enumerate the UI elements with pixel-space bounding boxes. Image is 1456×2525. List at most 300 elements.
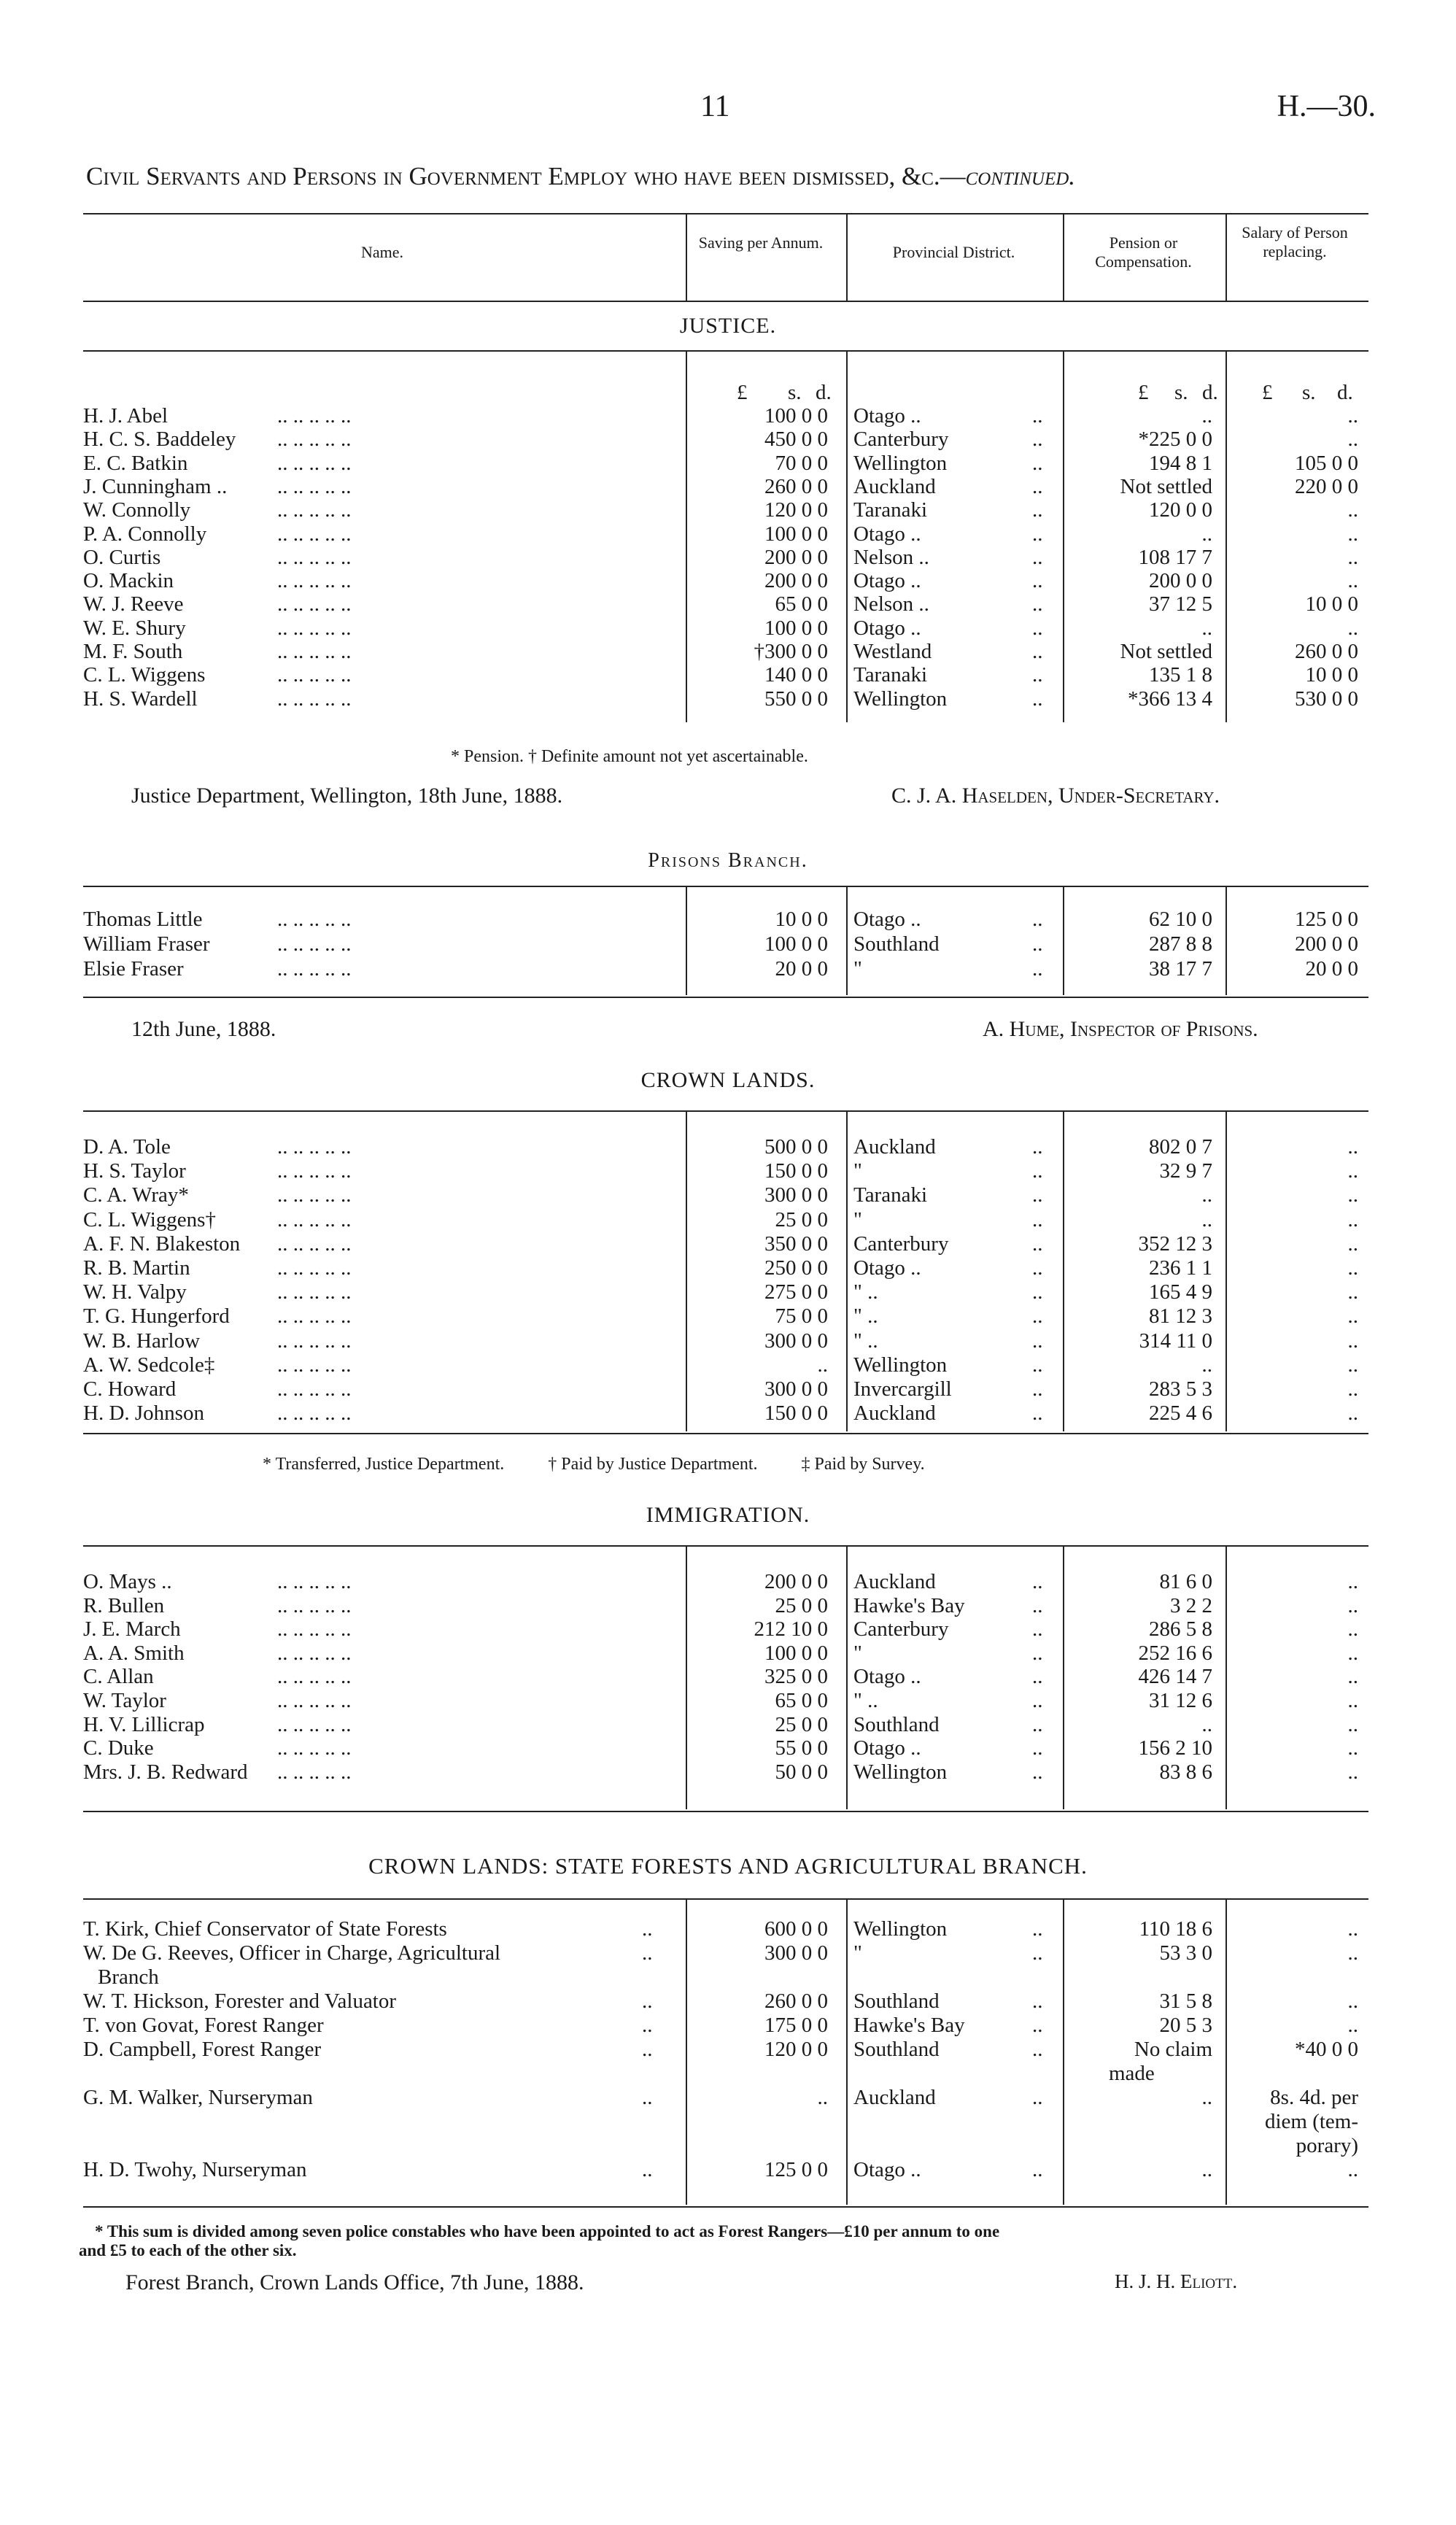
pension-amount: 31 5 8	[1159, 1990, 1212, 2013]
leader-dots: .. .. .. .. ..	[277, 1231, 352, 1256]
person-name: H. D. Johnson	[83, 1401, 204, 1426]
saving-amount: 120 0 0	[764, 498, 828, 522]
leader-dots: .. .. .. .. ..	[277, 1256, 352, 1280]
table-row	[0, 2014, 1456, 2037]
forests-note-continued: and £5 to each of the other six.	[79, 2241, 297, 2259]
pension-amount: 286 5 8	[1149, 1617, 1212, 1642]
leader-dots: ..	[1032, 1689, 1043, 1712]
pension-amount: 62 10 0	[1149, 908, 1212, 931]
salary-amount: 125 0 0	[1295, 908, 1358, 931]
salary-amount: ..	[1347, 1231, 1358, 1256]
person-name: W. H. Valpy	[83, 1280, 187, 1304]
leader-dots: ..	[1032, 1665, 1043, 1689]
leader-dots: .. .. .. .. ..	[277, 1159, 352, 1183]
leader-dots: .. .. .. .. ..	[277, 1593, 352, 1617]
table-row	[0, 1594, 1456, 1617]
table-row-continuation	[0, 2110, 1456, 2133]
district-name: Invercargill	[853, 1377, 952, 1401]
currency-shillings: s.	[1302, 381, 1316, 404]
pension-amount: 314 11 0	[1139, 1329, 1212, 1353]
leader-dots: ..	[642, 1917, 653, 1941]
salary-amount: ..	[1347, 522, 1358, 546]
salary-amount-continued: porary)	[1296, 2134, 1358, 2157]
saving-amount: 550 0 0	[764, 687, 828, 711]
saving-amount: 100 0 0	[764, 522, 828, 546]
pension-amount: 156 2 10	[1138, 1736, 1212, 1760]
person-name: R. Bullen	[83, 1593, 165, 1617]
pension-amount: 287 8 8	[1149, 932, 1212, 956]
pension-amount: 225 4 6	[1149, 1401, 1212, 1426]
person-name: H. S. Wardell	[83, 687, 198, 711]
district-name: Southland	[853, 2038, 940, 2061]
person-name: T. G. Hungerford	[83, 1304, 230, 1329]
section-heading-immigration: IMMIGRATION.	[646, 1503, 810, 1527]
district-name: Wellington	[853, 451, 948, 475]
person-name: C. L. Wiggens†	[83, 1207, 216, 1231]
leader-dots: ..	[1032, 569, 1043, 593]
leader-dots: ..	[1032, 1231, 1043, 1256]
salary-amount: 260 0 0	[1295, 640, 1358, 663]
saving-amount: 600 0 0	[764, 1917, 828, 1941]
column-header-salary: Salary of Person replacing.	[1242, 223, 1348, 260]
section-bottom-rule	[83, 1433, 1368, 1434]
person-name: O. Mackin	[83, 569, 174, 593]
salary-amount: ..	[1347, 616, 1358, 640]
saving-amount: ..	[817, 1353, 828, 1377]
leader-dots: ..	[1032, 1941, 1043, 1965]
table-row	[0, 498, 1456, 522]
district-name: "	[853, 1641, 862, 1665]
district-name: Auckland	[853, 1570, 936, 1593]
district-name: "	[853, 1941, 862, 1965]
leader-dots: .. .. .. .. ..	[277, 474, 352, 498]
header-divider	[1225, 213, 1227, 301]
currency-pence: d.	[1337, 381, 1353, 404]
saving-amount: 25 0 0	[775, 1593, 828, 1617]
leader-dots: ..	[1032, 2086, 1043, 2109]
page-title-main: Civil Servants and Persons in Government Employ who have been dismissed, &c.—	[86, 162, 966, 190]
leader-dots: .. .. .. .. ..	[277, 404, 352, 428]
salary-amount: ..	[1347, 1665, 1358, 1689]
salary-amount-continued: diem (tem-	[1264, 2110, 1358, 2133]
district-name: Taranaki	[853, 498, 928, 522]
person-name: C. A. Wray*	[83, 1183, 189, 1207]
pension-amount: 20 5 3	[1159, 2014, 1212, 2037]
person-name: J. E. March	[83, 1617, 181, 1642]
pension-amount: 3 2 2	[1170, 1593, 1212, 1617]
table-row	[0, 452, 1456, 475]
table-row	[0, 2038, 1456, 2061]
district-name: Auckland	[853, 474, 936, 498]
page-number: 11	[700, 90, 730, 123]
leader-dots: ..	[1032, 1377, 1043, 1401]
leader-dots: ..	[1032, 1712, 1043, 1736]
pension-amount: 83 8 6	[1159, 1760, 1212, 1784]
leader-dots: ..	[1032, 2038, 1043, 2061]
section-rule	[83, 350, 1368, 352]
saving-amount: 150 0 0	[764, 1401, 828, 1426]
person-name: H. C. S. Baddeley	[83, 428, 236, 452]
leader-dots: .. .. .. .. ..	[277, 1689, 352, 1712]
leader-dots: ..	[1032, 1760, 1043, 1784]
currency-header	[0, 381, 1456, 404]
pension-amount: 252 16 6	[1138, 1641, 1212, 1665]
leader-dots: .. .. .. .. ..	[277, 1207, 352, 1231]
leader-dots: ..	[1032, 1570, 1043, 1593]
saving-amount: 55 0 0	[775, 1736, 828, 1760]
leader-dots: .. .. .. .. ..	[277, 640, 352, 663]
header-top-rule	[83, 213, 1368, 214]
section-rule	[83, 886, 1368, 887]
leader-dots: ..	[1032, 404, 1043, 428]
justice-signature: C. J. A. Haselden, Under-Secretary.	[891, 784, 1220, 808]
salary-amount: ..	[1347, 1917, 1358, 1941]
justice-signature-place: Justice Department, Wellington, 18th June, 1888.	[131, 784, 563, 808]
person-name: D. A. Tole	[83, 1135, 171, 1159]
saving-amount: 150 0 0	[764, 1159, 828, 1183]
column-header-pension: Pension or Compensation.	[1095, 233, 1192, 271]
pension-amount: 81 6 0	[1159, 1570, 1212, 1593]
salary-amount: ..	[1347, 1353, 1358, 1377]
pension-amount: *225 0 0	[1138, 428, 1212, 452]
forests-signature: H. J. H. Eliott.	[1115, 2270, 1238, 2292]
district-name: Taranaki	[853, 663, 928, 687]
leader-dots: ..	[1032, 616, 1043, 640]
column-header-name: Name.	[360, 243, 404, 261]
table-row	[0, 475, 1456, 498]
table-row	[0, 428, 1456, 451]
prisons-signature: A. Hume, Inspector of Prisons.	[983, 1017, 1258, 1041]
person-name: G. M. Walker, Nurseryman	[83, 2086, 313, 2109]
header-bottom-rule	[83, 301, 1368, 302]
leader-dots: ..	[1032, 592, 1043, 616]
pension-amount: 53 3 0	[1159, 1941, 1212, 1965]
leader-dots: ..	[1032, 451, 1043, 475]
leader-dots: ..	[1032, 1593, 1043, 1617]
salary-amount: ..	[1347, 1617, 1358, 1642]
column-header-saving: Saving per Annum.	[698, 233, 824, 252]
leader-dots: ..	[1032, 428, 1043, 452]
saving-amount: 20 0 0	[775, 957, 828, 981]
salary-amount: 20 0 0	[1305, 957, 1358, 981]
leader-dots: ..	[642, 2158, 653, 2181]
section-bottom-rule	[83, 997, 1368, 998]
saving-amount: 200 0 0	[764, 569, 828, 593]
district-name: Westland	[853, 640, 932, 663]
salary-amount: ..	[1347, 1256, 1358, 1280]
district-name: " ..	[853, 1304, 878, 1329]
table-row	[0, 1135, 1456, 1159]
leader-dots: ..	[1032, 687, 1043, 711]
saving-amount: ..	[817, 2086, 828, 2109]
pension-amount: ..	[1201, 2158, 1212, 2181]
district-name: "	[853, 1207, 862, 1231]
person-name: O. Curtis	[83, 545, 161, 569]
table-row	[0, 1159, 1456, 1183]
saving-amount: 300 0 0	[764, 1377, 828, 1401]
pension-amount: 32 9 7	[1159, 1159, 1212, 1183]
leader-dots: ..	[1032, 2014, 1043, 2037]
person-name: C. Howard	[83, 1377, 177, 1401]
table-row	[0, 663, 1456, 687]
salary-amount: ..	[1347, 1280, 1358, 1304]
saving-amount: †300 0 0	[754, 640, 828, 663]
saving-amount: 275 0 0	[764, 1280, 828, 1304]
section-bottom-rule	[83, 1811, 1368, 1812]
saving-amount: 260 0 0	[764, 1990, 828, 2013]
leader-dots: ..	[1032, 1736, 1043, 1760]
saving-amount: 120 0 0	[764, 2038, 828, 2061]
person-name: P. A. Connolly	[83, 522, 207, 546]
salary-amount: ..	[1347, 1760, 1358, 1784]
table-row	[0, 932, 1456, 956]
salary-amount: ..	[1347, 1712, 1358, 1736]
leader-dots: .. .. .. .. ..	[277, 1665, 352, 1689]
saving-amount: 25 0 0	[775, 1712, 828, 1736]
pension-amount-continued: made	[1109, 2062, 1155, 2085]
district-name: Wellington	[853, 1353, 948, 1377]
leader-dots: ..	[1032, 545, 1043, 569]
leader-dots: ..	[1032, 1183, 1043, 1207]
pension-amount: ..	[1201, 1207, 1212, 1231]
district-name: "	[853, 1159, 862, 1183]
district-name: Otago ..	[853, 908, 921, 931]
table-row	[0, 1329, 1456, 1353]
table-row	[0, 616, 1456, 640]
pension-amount: 108 17 7	[1138, 545, 1212, 569]
saving-amount: 175 0 0	[764, 2014, 828, 2037]
page-title-continued: continued.	[965, 162, 1076, 190]
district-name: Otago ..	[853, 569, 921, 593]
leader-dots: ..	[1032, 1917, 1043, 1941]
salary-amount: ..	[1347, 404, 1358, 428]
person-name: W. E. Shury	[83, 616, 186, 640]
pension-amount: 352 12 3	[1138, 1231, 1212, 1256]
salary-amount: ..	[1347, 498, 1358, 522]
column-header-district: Provincial District.	[892, 243, 1015, 261]
leader-dots: ..	[1032, 1159, 1043, 1183]
table-row	[0, 522, 1456, 546]
leader-dots: ..	[642, 1941, 653, 1965]
table-row	[0, 1183, 1456, 1207]
table-row	[0, 687, 1456, 711]
leader-dots: .. .. .. .. ..	[277, 1641, 352, 1665]
salary-amount: 8s. 4d. per	[1270, 2086, 1358, 2109]
table-row	[0, 1990, 1456, 2013]
saving-amount: 125 0 0	[764, 2158, 828, 2181]
district-name: Auckland	[853, 1135, 936, 1159]
salary-amount: ..	[1347, 1990, 1358, 2013]
person-name: T. von Govat, Forest Ranger	[83, 2014, 324, 2037]
district-name: Taranaki	[853, 1183, 928, 1207]
leader-dots: .. .. .. .. ..	[277, 1617, 352, 1642]
saving-amount: 100 0 0	[764, 932, 828, 956]
person-name: C. Allan	[83, 1665, 154, 1689]
leader-dots: .. .. .. .. ..	[277, 1377, 352, 1401]
pension-amount: 802 0 7	[1149, 1135, 1212, 1159]
saving-amount: 75 0 0	[775, 1304, 828, 1329]
pension-amount: ..	[1201, 2086, 1212, 2109]
district-name: Otago ..	[853, 1736, 921, 1760]
leader-dots: ..	[1032, 1617, 1043, 1642]
district-name: Nelson ..	[853, 592, 929, 616]
table-row	[0, 1736, 1456, 1760]
person-name: Thomas Little	[83, 908, 203, 931]
leader-dots: ..	[1032, 1207, 1043, 1231]
currency-pound: £	[737, 381, 748, 404]
salary-amount: ..	[1347, 1689, 1358, 1712]
table-row	[0, 1617, 1456, 1641]
person-name: E. C. Batkin	[83, 451, 188, 475]
leader-dots: ..	[642, 2038, 653, 2061]
leader-dots: ..	[1032, 1353, 1043, 1377]
district-name: " ..	[853, 1689, 878, 1712]
section-rule	[83, 1110, 1368, 1112]
salary-amount: 220 0 0	[1295, 474, 1358, 498]
person-name: D. Campbell, Forest Ranger	[83, 2038, 322, 2061]
leader-dots: ..	[1032, 908, 1043, 931]
section-heading-justice: JUSTICE.	[679, 314, 777, 338]
district-name: Otago ..	[853, 404, 921, 428]
person-name: H. V. Lillicrap	[83, 1712, 205, 1736]
saving-amount: 100 0 0	[764, 1641, 828, 1665]
saving-amount: 140 0 0	[764, 663, 828, 687]
pension-amount: ..	[1201, 522, 1212, 546]
district-name: Hawke's Bay	[853, 2014, 965, 2037]
leader-dots: .. .. .. .. ..	[277, 1280, 352, 1304]
person-name: W. De G. Reeves, Officer in Charge, Agricultural	[83, 1941, 501, 1965]
pension-amount: 38 17 7	[1149, 957, 1212, 981]
district-name: Wellington	[853, 687, 948, 711]
saving-amount: 10 0 0	[775, 908, 828, 931]
header-divider	[686, 213, 687, 301]
leader-dots: .. .. .. .. ..	[277, 1760, 352, 1784]
saving-amount: 325 0 0	[764, 1665, 828, 1689]
leader-dots: .. .. .. .. ..	[277, 1401, 352, 1426]
pension-amount: Not settled	[1120, 640, 1212, 663]
pension-amount: 200 0 0	[1149, 569, 1212, 593]
district-name: Nelson ..	[853, 545, 929, 569]
currency-pound: £	[1262, 381, 1273, 404]
salary-amount: ..	[1347, 569, 1358, 593]
district-name: Otago ..	[853, 1665, 921, 1689]
saving-amount: 65 0 0	[775, 1689, 828, 1712]
table-row	[0, 1665, 1456, 1688]
person-name: H. S. Taylor	[83, 1159, 186, 1183]
leader-dots: .. .. .. .. ..	[277, 1135, 352, 1159]
salary-amount: ..	[1347, 1183, 1358, 1207]
pension-amount: 120 0 0	[1149, 498, 1212, 522]
person-name: H. J. Abel	[83, 404, 168, 428]
person-name: W. T. Hickson, Forester and Valuator	[83, 1990, 397, 2013]
saving-amount: 300 0 0	[764, 1941, 828, 1965]
table-row	[0, 1570, 1456, 1593]
salary-amount: ..	[1347, 1377, 1358, 1401]
district-name: Southland	[853, 1712, 940, 1736]
table-row	[0, 1917, 1456, 1941]
leader-dots: ..	[642, 1990, 653, 2013]
leader-dots: ..	[1032, 932, 1043, 956]
district-name: Southland	[853, 932, 940, 956]
table-row	[0, 1280, 1456, 1304]
leader-dots: .. .. .. .. ..	[277, 1736, 352, 1760]
pension-amount: ..	[1201, 1353, 1212, 1377]
pension-amount: 165 4 9	[1149, 1280, 1212, 1304]
person-name: O. Mays ..	[83, 1570, 172, 1593]
leader-dots: ..	[1032, 1135, 1043, 1159]
salary-amount: ..	[1347, 1329, 1358, 1353]
pension-amount: No claim	[1134, 2038, 1212, 2061]
district-name: Auckland	[853, 2086, 936, 2109]
person-name: William Fraser	[83, 932, 210, 956]
salary-amount: ..	[1347, 1593, 1358, 1617]
table-row	[0, 1713, 1456, 1736]
person-name: C. Duke	[83, 1736, 154, 1760]
table-row	[0, 1304, 1456, 1328]
salary-amount: ..	[1347, 1570, 1358, 1593]
section-bottom-rule	[83, 2206, 1368, 2208]
leader-dots: ..	[1032, 640, 1043, 663]
leader-dots: ..	[1032, 1641, 1043, 1665]
pension-amount: 426 14 7	[1138, 1665, 1212, 1689]
table-row-continuation	[0, 2062, 1456, 2085]
leader-dots: ..	[1032, 522, 1043, 546]
person-name: Mrs. J. B. Redward	[83, 1760, 248, 1784]
salary-amount: ..	[1347, 2158, 1358, 2181]
section-heading-forests: CROWN LANDS: STATE FORESTS AND AGRICULTURAL BRANCH.	[368, 1853, 1088, 1879]
pension-amount: 110 18 6	[1139, 1917, 1212, 1941]
table-row	[0, 569, 1456, 592]
table-row	[0, 1256, 1456, 1280]
forests-note: * This sum is divided among seven police constables who have been appointed to act as Forest Rangers—£10 per annum to one	[95, 2222, 1000, 2240]
table-row	[0, 2158, 1456, 2181]
table-row	[0, 908, 1456, 931]
leader-dots: ..	[1032, 1280, 1043, 1304]
crown-lands-note: * Transferred, Justice Department. † Paid by Justice Department. ‡ Paid by Survey.	[263, 1455, 925, 1474]
forests-signature-place: Forest Branch, Crown Lands Office, 7th June, 1888.	[125, 2270, 584, 2294]
leader-dots: .. .. .. .. ..	[277, 1329, 352, 1353]
leader-dots: .. .. .. .. ..	[277, 1712, 352, 1736]
currency-shillings: s.	[1174, 381, 1188, 404]
table-row	[0, 1377, 1456, 1401]
pension-amount: ..	[1201, 1183, 1212, 1207]
leader-dots: .. .. .. .. ..	[277, 522, 352, 546]
leader-dots: .. .. .. .. ..	[277, 451, 352, 475]
person-name: R. B. Martin	[83, 1256, 190, 1280]
person-name: M. F. South	[83, 640, 183, 663]
person-name: H. D. Twohy, Nurseryman	[83, 2158, 307, 2181]
leader-dots: .. .. .. .. ..	[277, 687, 352, 711]
leader-dots: ..	[1032, 957, 1043, 981]
district-name: Auckland	[853, 1401, 936, 1426]
district-name: Otago ..	[853, 1256, 921, 1280]
salary-amount: ..	[1347, 2014, 1358, 2037]
salary-amount: 10 0 0	[1305, 663, 1358, 687]
leader-dots: .. .. .. .. ..	[277, 569, 352, 593]
salary-amount: 105 0 0	[1295, 451, 1358, 475]
saving-amount: 300 0 0	[764, 1329, 828, 1353]
district-name: Canterbury	[853, 428, 949, 452]
section-rule	[83, 1545, 1368, 1547]
leader-dots: .. .. .. .. ..	[277, 1304, 352, 1329]
salary-amount: ..	[1347, 545, 1358, 569]
pension-amount: ..	[1201, 616, 1212, 640]
district-name: " ..	[853, 1280, 878, 1304]
pension-amount: ..	[1201, 1712, 1212, 1736]
saving-amount: 200 0 0	[764, 1570, 828, 1593]
table-row-continuation	[0, 2134, 1456, 2157]
saving-amount: 260 0 0	[764, 474, 828, 498]
